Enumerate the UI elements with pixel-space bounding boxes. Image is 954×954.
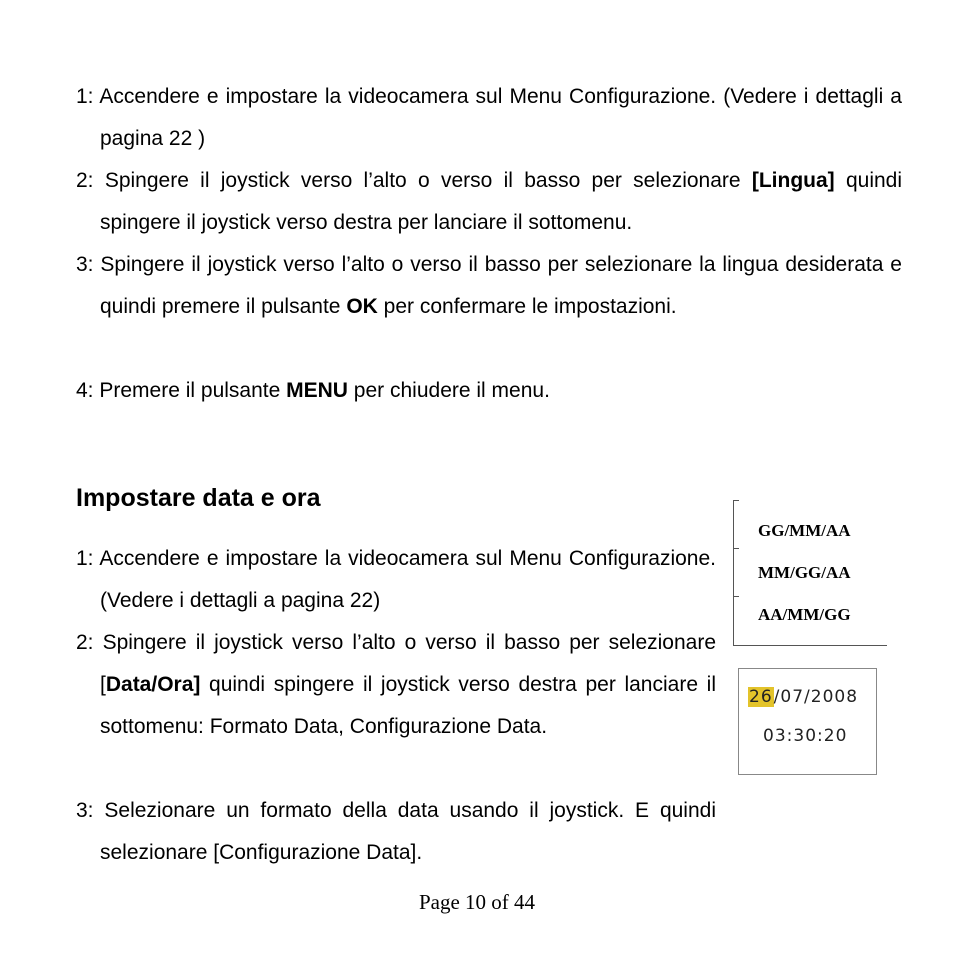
step-text: Accendere e impostare la videocamera sul Menu Configurazione. (Vedere i dettagli a pagina 22) — [99, 547, 716, 612]
date-format-option: AA/MM/GG — [758, 605, 851, 624]
step-text: Spingere il joystick verso l’alto o verso il basso per selezionare la lingua desiderata e quindi premere il pulsante — [100, 253, 902, 318]
step-keyword: [Lingua] — [751, 169, 835, 192]
lang-step-4 — [76, 370, 902, 412]
section-title: Impostare data e ora — [76, 484, 321, 512]
lang-step-3 — [76, 244, 902, 328]
date-separator: / — [773, 687, 781, 707]
lang-step-1 — [76, 76, 902, 160]
menu-tick — [733, 596, 739, 597]
step-number: 3: — [76, 799, 94, 822]
step-text: Selezionare un formato della data usando il joystick. E quindi selezionare [Configurazione Data]. — [100, 799, 716, 864]
step-number: 2: — [76, 631, 94, 654]
step-number: 2: — [76, 169, 94, 192]
step-text-tail: quindi spingere il joystick verso destra per lanciare il sottomenu: Formato Data, Configurazione Data. — [100, 673, 716, 738]
step-text: Spingere il joystick verso l’alto o verso il basso per selezionare — [104, 169, 752, 192]
step-number: 1: — [76, 547, 94, 570]
menu-tick — [733, 548, 739, 549]
step-number: 3: — [76, 253, 94, 276]
date-separator: / — [804, 687, 811, 707]
date-format-menu — [733, 500, 887, 646]
step-text: Accendere e impostare la videocamera sul Menu Configurazione. (Vedere i dettagli a pagina 22 ) — [99, 85, 902, 150]
hour-field: 03 — [763, 726, 787, 746]
menu-tick — [733, 500, 739, 501]
step-text: Spingere il joystick verso l’alto o verso il basso per selezionare [ — [100, 631, 716, 696]
date-step-3 — [76, 790, 716, 874]
date-format-option: MM/GG/AA — [758, 563, 851, 582]
year-field: 2008 — [810, 687, 859, 707]
step-keyword: Data/Ora] — [105, 673, 201, 696]
step-text-tail: quindi spingere il joystick verso destra per lanciare il sottomenu. — [100, 169, 903, 234]
month-field: 07 — [780, 687, 805, 707]
step-text-tail: per confermare le impostazioni. — [377, 295, 677, 318]
lang-step-2 — [76, 160, 902, 244]
menu-left-border — [733, 500, 734, 646]
second-field: 20 — [823, 726, 848, 746]
step-text: Premere il pulsante — [99, 379, 287, 402]
time-value — [763, 726, 847, 746]
date-step-2 — [76, 622, 716, 748]
day-field-selected: 26 — [749, 687, 773, 707]
date-time-setting — [738, 668, 877, 775]
time-separator: : — [786, 726, 794, 746]
date-value — [748, 687, 858, 707]
menu-bottom-border — [733, 645, 887, 646]
minute-field: 30 — [793, 726, 818, 746]
step-number: 4: — [76, 379, 94, 402]
date-step-1 — [76, 538, 716, 622]
step-keyword: OK — [346, 295, 378, 318]
page-number: Page 10 of 44 — [418, 890, 536, 914]
date-format-option: GG/MM/AA — [758, 521, 851, 540]
step-text-tail: per chiudere il menu. — [347, 379, 550, 402]
step-number: 1: — [76, 85, 94, 108]
step-keyword: MENU — [286, 379, 348, 402]
time-separator: : — [817, 726, 824, 746]
